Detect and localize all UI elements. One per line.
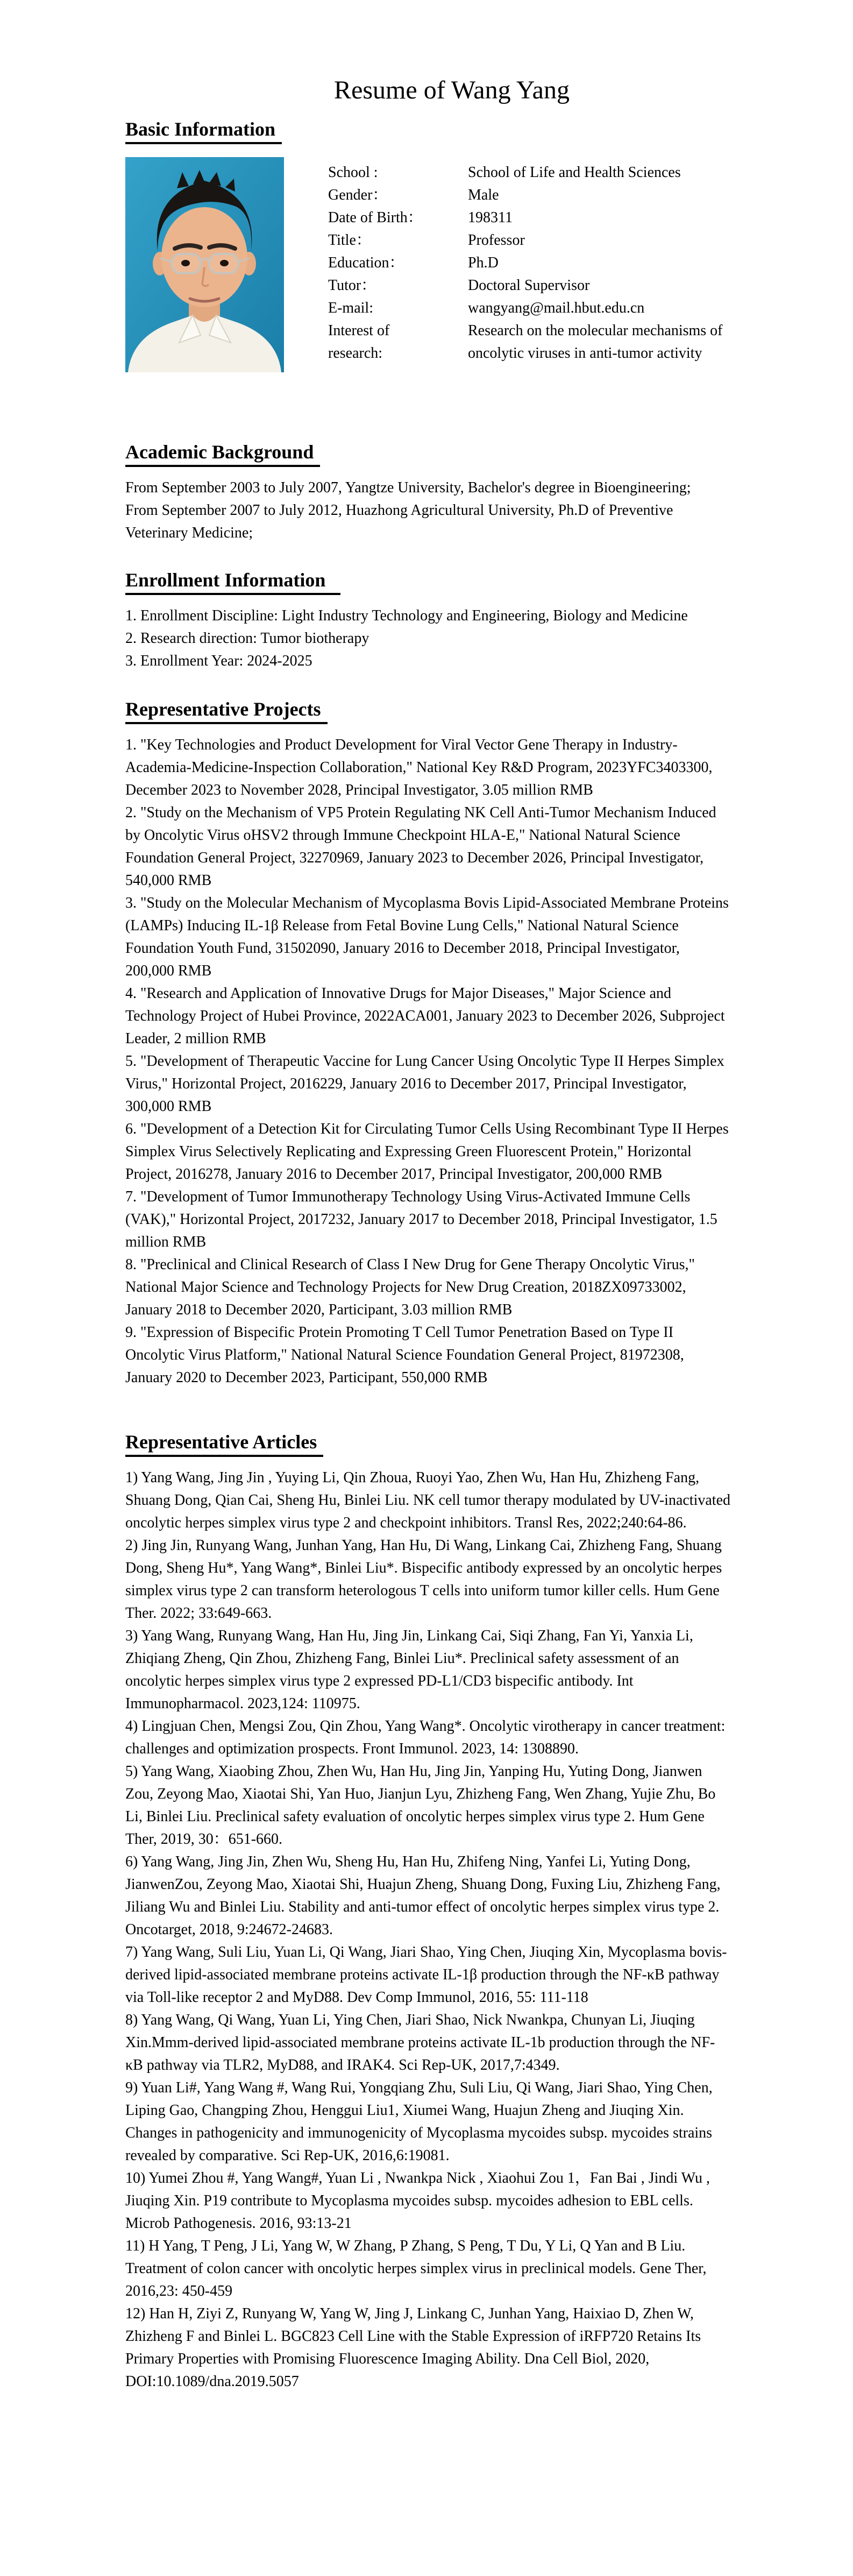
representative-projects-heading: Representative Projects: [125, 697, 328, 724]
article-item: 7) Yang Wang, Suli Liu, Yuan Li, Qi Wang, Jiari Shao, Ying Chen, Jiuqing Xin, Mycoplasma bovis-derived lipid-associated membrane proteins activate IL-1β production through the NF-κB pathway via Toll-like receptor 2 and MyD88. Dev Comp Immunol, 2016, 55: 111-118: [125, 1944, 727, 2006]
basic-info-value: Male: [468, 187, 499, 203]
enrollment-item: 3. Enrollment Year: 2024-2025: [125, 653, 312, 669]
basic-info-row: [328, 161, 737, 184]
article-item: 6) Yang Wang, Jing Jin, Zhen Wu, Sheng Hu, Han Hu, Zhifeng Ning, Yanfei Li, Yuting Dong, JianwenZou, Zeyong Mao, Xiaotai Shi, Huajun Zheng, Shuang Dong, Fuxing Liu, Zhizheng Fang, Jiliang Wu and Binlei Liu. Stability and anti-tumor effect of oncolytic herpes simplex virus type 2. Oncotarget, 2018, 9:24672-24683.: [125, 1853, 721, 1938]
basic-info-value: Ph.D: [468, 254, 499, 271]
basic-info-row: [328, 274, 737, 297]
basic-info-row: [328, 207, 737, 229]
article-item: 4) Lingjuan Chen, Mengsi Zou, Qin Zhou, Yang Wang*. Oncolytic virotherapy in cancer treatment: challenges and optimization prospects. Front Immunol. 2023, 14: 1308890.: [125, 1718, 726, 1757]
article-item: 8) Yang Wang, Qi Wang, Yuan Li, Ying Chen, Jiari Shao, Nick Nwankpa, Chunyan Li, Jiuqing Xin.Mmm-derived lipid-associated membrane proteins activate IL-1b production through the NF-κB pathway via TLR2, MyD88, and IRAK4. Sci Rep-UK, 2017,7:4349.: [125, 2012, 715, 2073]
article-item: 12) Han H, Ziyi Z, Runyang W, Yang W, Jing J, Linkang C, Junhan Yang, Haixiao D, Zhen W, Zhizheng F and Binlei L. BGC823 Cell Line with the Stable Expression of iRFP720 Retains Its Primary Properties with Promising Fluorescence Imaging Ability. Dna Cell Biol, 2020, DOI:10.1089/dna.2019.5057: [125, 2305, 701, 2390]
photo-eye-left: [181, 260, 190, 266]
photo-eye-right: [220, 260, 229, 266]
basic-info-value: 198311: [468, 209, 513, 226]
academic-background-heading: Academic Background: [125, 440, 320, 467]
project-item: 8. "Preclinical and Clinical Research of Class I New Drug for Gene Therapy Oncolytic Virus," National Major Science and Technology Projects for New Drug Creation, 2018ZX09733002, January 2018 to December 2020, Participant, 3.03 million RMB: [125, 1256, 695, 1318]
basic-info-value: Doctoral Supervisor: [468, 277, 590, 294]
representative-projects-body: [125, 734, 731, 1389]
basic-info-label: Title：: [328, 232, 371, 249]
article-item: 10) Yumei Zhou #, Yang Wang#, Yuan Li , Nwankpa Nick , Xiaohui Zou 1，Fan Bai , Jindi Wu , Jiuqing Xin. P19 contribute to Mycoplasma mycoides subsp. mycoides adhesion to EBL cells. Microb Pathogenesis. 2016, 93:13-21: [125, 2170, 710, 2232]
project-item: 5. "Development of Therapeutic Vaccine for Lung Cancer Using Oncolytic Type II Herpes Simplex Virus," Horizontal Project, 2016229, January 2016 to December 2017, Principal Investigator, 300,000 RMB: [125, 1053, 724, 1115]
representative-articles-body: [125, 1467, 731, 2393]
project-item: 7. "Development of Tumor Immunotherapy Technology Using Virus-Activated Immune Cells (VAK)," Horizontal Project, 2017232, January 2017 to December 2018, Principal Investigator, 1.5 million RMB: [125, 1188, 717, 1250]
basic-info-table: [328, 161, 737, 365]
basic-info-row: [328, 297, 737, 320]
article-item: 2) Jing Jin, Runyang Wang, Junhan Yang, Han Hu, Di Wang, Linkang Cai, Zhizheng Fang, Shuang Dong, Sheng Hu*, Yang Wang*, Binlei Liu*. Bispecific antibody expressed by an oncolytic herpes simplex virus type 2 can transform heterologous T cells into uniform tumor killer cells. Hum Gene Ther. 2022; 33:649-663.: [125, 1537, 722, 1622]
section-basic-information: [125, 117, 731, 144]
project-item: 4. "Research and Application of Innovative Drugs for Major Diseases," Major Science and Technology Project of Hubei Province, 2022ACA001, January 2023 to December 2026, Subproject Leader, 2 million RMB: [125, 985, 725, 1047]
section-enrollment-information: [125, 568, 731, 673]
article-item: 3) Yang Wang, Runyang Wang, Han Hu, Jing Jin, Linkang Cai, Siqi Zhang, Fan Yi, Yanxia Li, Zhiqiang Zheng, Qin Zhou, Zhizheng Fang, Binlei Liu*. Preclinical safety assessment of an oncolytic herpes simplex virus type 2 expressed PD-L1/CD3 bispecific antibody. Int Immunopharmacol. 2023,124: 110975.: [125, 1627, 693, 1712]
basic-info-label: Interest of research:: [328, 322, 390, 362]
basic-info-row: [328, 184, 737, 207]
academic-background-paragraph: From September 2003 to July 2007, Yangtze University, Bachelor's degree in Bioengineering;: [125, 479, 691, 496]
enrollment-information-body: [125, 605, 731, 673]
section-representative-articles: [125, 1430, 731, 2393]
basic-info-row: [328, 252, 737, 274]
basic-info-value: Professor: [468, 232, 525, 249]
basic-info-row: [328, 229, 737, 252]
project-item: 2. "Study on the Mechanism of VP5 Protein Regulating NK Cell Anti-Tumor Mechanism Induced by Oncolytic Virus oHSV2 through Immune Checkpoint HLA-E," National Natural Science Foundation General Project, 32270969, January 2023 to December 2026, Principal Investigator, 540,000 RMB: [125, 804, 716, 889]
enrollment-information-heading: Enrollment Information: [125, 568, 340, 595]
basic-info-label: E-mail:: [328, 300, 373, 316]
page-title: Resume of Wang Yang: [334, 76, 570, 104]
basic-info-value: Research on the molecular mechanisms of oncolytic viruses in anti-tumor activity: [468, 322, 723, 362]
basic-info-label: Date of Birth：: [328, 209, 423, 226]
basic-info-value: School of Life and Health Sciences: [468, 164, 681, 181]
article-item: 5) Yang Wang, Xiaobing Zhou, Zhen Wu, Han Hu, Jing Jin, Yanping Hu, Yuting Dong, Jianwen Zou, Zeyong Mao, Xiaotai Shi, Yan Huo, Jianjun Lyu, Zhizheng Fang, Wen Zhang, Yujie Zhu, Bo Li, Binlei Liu. Preclinical safety evaluation of oncolytic herpes simplex virus type 2. Hum Gene Ther, 2019, 30：651-660.: [125, 1763, 716, 1848]
academic-background-paragraph: From September 2007 to July 2012, Huazhong Agricultural University, Ph.D of Preventive Veterinary Medicine;: [125, 502, 673, 541]
basic-info-label: Gender：: [328, 187, 388, 203]
academic-background-body: [125, 477, 731, 544]
basic-info-label: School :: [328, 164, 378, 181]
profile-photo-illustration: [125, 157, 284, 372]
article-item: 11) H Yang, T Peng, J Li, Yang W, W Zhang, P Zhang, S Peng, T Du, Y Li, Q Yan and B Liu. Treatment of colon cancer with oncolytic herpes simplex virus in preclinical models. Gene Ther, 2016,23: 450-459: [125, 2238, 707, 2299]
basic-info-value: wangyang@mail.hbut.edu.cn: [468, 300, 645, 316]
project-item: 1. "Key Technologies and Product Development for Viral Vector Gene Therapy in Industry-Academia-Medicine-Inspection Collaboration," National Key R&D Program, 2023YFC3403300, December 2023 to November 2028, Principal Investigator, 3.05 million RMB: [125, 737, 713, 798]
project-item: 6. "Development of a Detection Kit for Circulating Tumor Cells Using Recombinant Type II Herpes Simplex Virus Selectively Replicating and Expressing Green Fluorescent Protein," Horizontal Project, 2016278, January 2016 to December 2017, Principal Investigator, 200,000 RMB: [125, 1121, 729, 1183]
article-item: 9) Yuan Li#, Yang Wang #, Wang Rui, Yongqiang Zhu, Suli Liu, Qi Wang, Jiari Shao, Ying Chen, Liping Gao, Changping Zhou, Henggui Liu1, Xiumei Wang, Huajun Zheng and Jiuqing Xin. Changes in pathogenicity and immunogenicity of Mycoplasma mycoides subsp. mycoides strains revealed by comparative. Sci Rep-UK, 2016,6:19081.: [125, 2079, 713, 2164]
enrollment-item: 1. Enrollment Discipline: Light Industry Technology and Engineering, Biology and Medicine: [125, 607, 688, 624]
profile-photo: [125, 157, 284, 372]
basic-info-row: [328, 320, 737, 365]
section-academic-background: [125, 440, 731, 544]
basic-info-label: Education：: [328, 254, 404, 271]
project-item: 9. "Expression of Bispecific Protein Promoting T Cell Tumor Penetration Based on Type II Oncolytic Virus Platform," National Natural Science Foundation General Project, 81972308, January 2020 to December 2023, Participant, 550,000 RMB: [125, 1324, 684, 1386]
basic-info-label: Tutor：: [328, 277, 376, 294]
section-representative-projects: [125, 697, 731, 1389]
article-item: 1) Yang Wang, Jing Jin , Yuying Li, Qin Zhoua, Ruoyi Yao, Zhen Wu, Han Hu, Zhizheng Fang, Shuang Dong, Qian Cai, Sheng Hu, Binlei Liu. NK cell tumor therapy modulated by UV-inactivated oncolytic herpes simplex virus type 2 and checkpoint inhibitors. Transl Res, 2022;240:64-86.: [125, 1469, 730, 1531]
representative-articles-heading: Representative Articles: [125, 1430, 323, 1457]
project-item: 3. "Study on the Molecular Mechanism of Mycoplasma Bovis Lipid-Associated Membrane Proteins (LAMPs) Inducing IL-1β Release from Fetal Bovine Lung Cells," National Natural Science Foundation Youth Fund, 31502090, January 2016 to December 2018, Principal Investigator, 200,000 RMB: [125, 895, 729, 979]
enrollment-item: 2. Research direction: Tumor biotherapy: [125, 630, 369, 647]
basic-information-heading: Basic Information: [125, 117, 282, 144]
